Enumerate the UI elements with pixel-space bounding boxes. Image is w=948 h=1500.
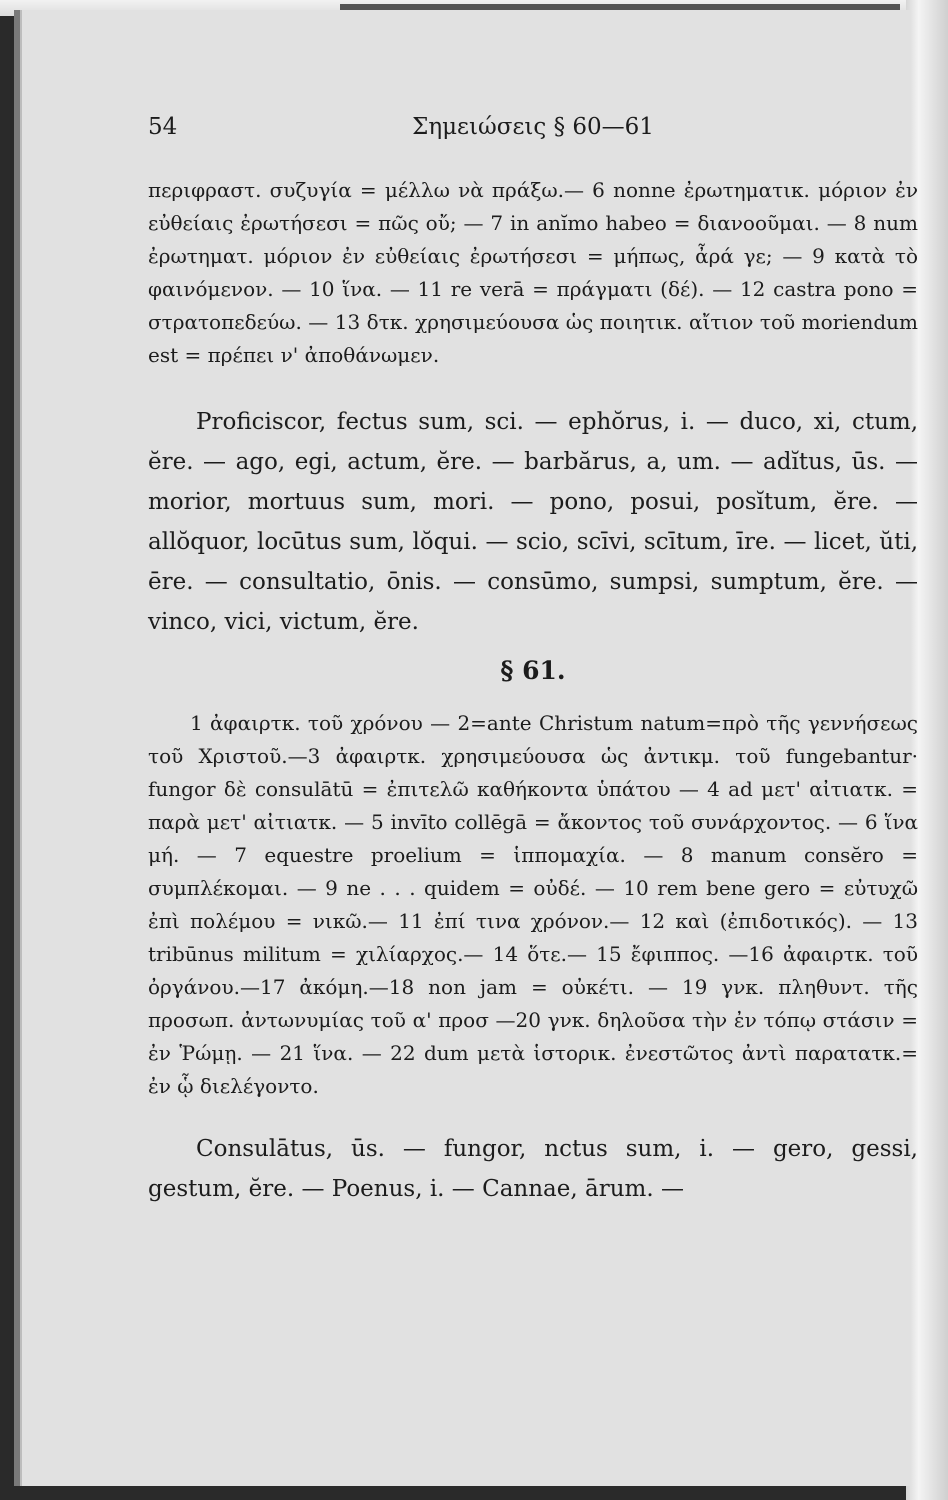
vocabulary-section-60: Proficiscor, fectus sum, sci. — ephŏrus, i. — duco, xi, ctum, ĕre. — ago, egi, actum, ĕre. — barbărus, a, um. — adĭtus, ūs. — morior, mortuus sum, mori. — pono, posui, posĭtum, ĕre. — allŏquor, locūtus sum, lŏqui. — scio, scīvi, scītum, īre. — licet, ŭti, ēre. — consultatio, ōnis. — consūmo, sumpsi, sumptum, ĕre. — vinco, vici, victum, ĕre. [148, 409, 918, 635]
page-header [148, 114, 918, 158]
book-page [14, 10, 918, 1486]
vocabulary-section-61: Consulātus, ūs. — fungor, nctus sum, i. — gero, gessi, gestum, ĕre. — Poenus, i. — Cannae, ārum. — [148, 1136, 918, 1202]
spacer [148, 1103, 918, 1129]
page-content [148, 114, 918, 1209]
section-heading: § 61. [500, 656, 566, 685]
page-number: 54 [148, 114, 178, 140]
spacer [148, 372, 918, 402]
notes-section-61: 1 ἀφαιρτκ. τοῦ χρόνου — 2=ante Christum natum=πρὸ τῆς γεννήσεως τοῦ Χριστοῦ.—3 ἀφαιρτκ. χρησιμεύουσα ὡς ἀντικμ. τοῦ fungebantur· fungor δὲ consulātū = ἐπιτελῶ καθήκοντα ὑπάτου — 4 ad μετ' αἰτιατκ. = παρὰ μετ' αἰτιατκ. — 5 invīto collēgā = ἄκοντος τοῦ συνάρχοντος. — 6 ἵνα μή. — 7 equestre proelium = ἱππομαχία. — 8 manum consĕro = συμπλέκομαι. — 9 ne . . . quidem = οὐδέ. — 10 rem bene gero = εὐτυχῶ ἐπὶ πολέμου = νικῶ.— 11 ἐπί τινα χρόνον.— 12 καὶ (ἐπιδοτικός). — 13 tribūnus militum = χιλίαρχος.— 14 ὅτε.— 15 ἔφιππος. —16 ἀφαιρτκ. τοῦ ὀργάνου.—17 ἀκόμη.—18 non jam = οὐκέτι. — 19 γνκ. πληθυντ. τῆς προσωπ. ἀντωνυμίας τοῦ α' προσ —20 γνκ. δηλοῦσα τὴν ἐν τόπῳ στάσιν = ἐν Ῥώμῃ. — 21 ἵνα. — 22 dum μετὰ ἱστορικ. ἐνεστῶτος ἀντὶ παρατατκ.= ἐν ᾧ διελέγοντο. [148, 711, 918, 1098]
notes-section-60: περιφραστ. συζυγία = μέλλω νὰ πράξω.— 6 nonne ἐρωτηματικ. μόριον ἐν εὐθείαις ἐρωτήσεσι = πῶς οὔ; — 7 in anĭmo habeo = διανοοῦμαι. — 8 num ἐρωτηματ. μόριον ἐν εὐθείαις ἐρωτήσεσι = μήπως, ἆρά γε; — 9 κατὰ τὸ φαινόμενον. — 10 ἵνα. — 11 re verā = πράγματι (δέ). — 12 castra pono = στρατοπεδεύω. — 13 δτκ. χρησιμεύουσα ὡς ποιητικ. αἴτιον τοῦ moriendum est = πρέπει ν' ἀποθάνωμεν. [148, 178, 918, 367]
running-title: Σημειώσεις § 60—61 [412, 114, 654, 140]
